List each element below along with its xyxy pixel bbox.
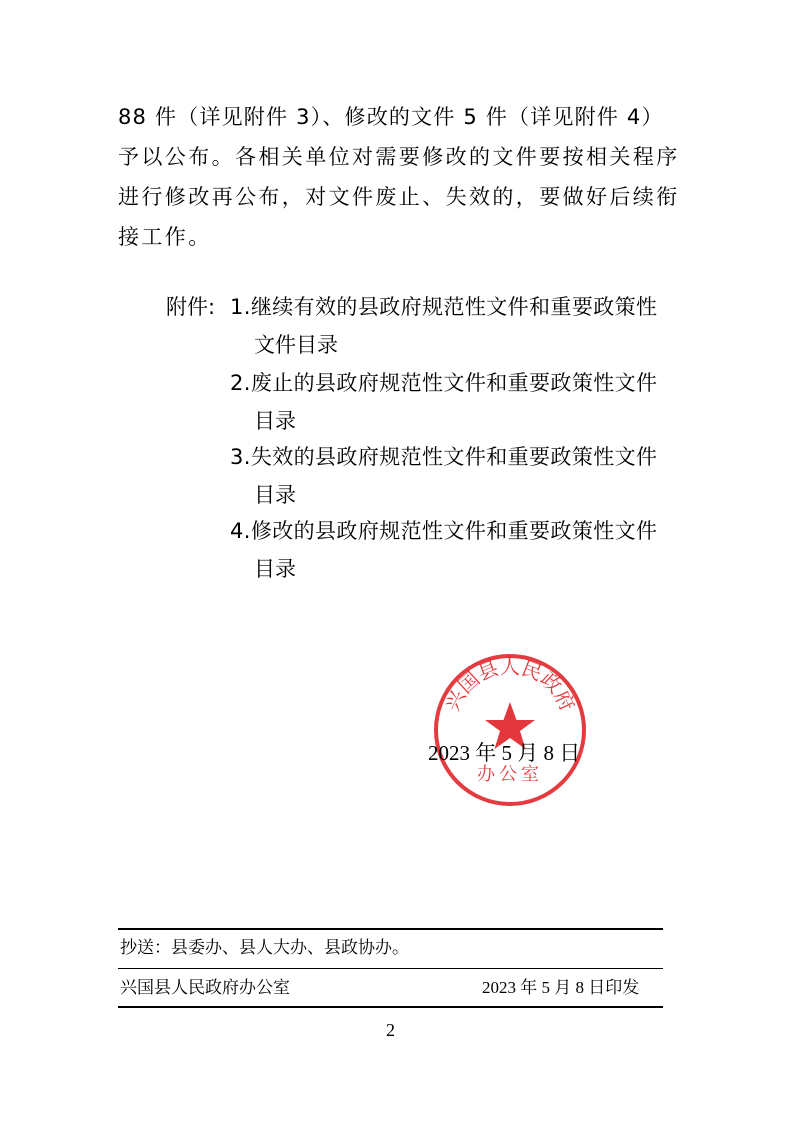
seal-bottom-text: 办公室: [477, 764, 543, 785]
attachment-item-2-line1: 2.废止的县政府规范性文件和重要政策性文件: [230, 371, 658, 395]
attachment-item-1-line1: 1.继续有效的县政府规范性文件和重要政策性: [230, 295, 658, 319]
attachment-item-4-line2: 目录: [254, 557, 296, 581]
attachment-item-3-line2: 目录: [254, 483, 296, 507]
issue-date: 2023 年 5 月 8 日印发: [482, 978, 640, 997]
signature-date: 2023 年 5 月 8 日: [428, 741, 581, 765]
attachment-item-4-line1: 4.修改的县政府规范性文件和重要政策性文件: [230, 519, 658, 543]
attachment-item-3-line1: 3.失效的县政府规范性文件和重要政策性文件: [230, 445, 658, 469]
body-line-3: 进行修改再公布，对文件废止、失效的，要做好后续衔: [118, 185, 680, 209]
body-line-2: 予以公布。各相关单位对需要修改的文件要按相关程序: [118, 145, 680, 169]
attachment-item-2-line2: 目录: [254, 409, 296, 433]
page-number: 2: [386, 1020, 395, 1040]
issuer-name: 兴国县人民政府办公室: [120, 978, 290, 997]
footer-middle-rule: [118, 968, 663, 969]
footer-bottom-rule: [118, 1006, 663, 1008]
body-line-4: 接工作。: [118, 225, 212, 249]
seal-top-text: 兴国县人民政府: [440, 654, 580, 715]
footer-top-rule: [118, 928, 663, 930]
attachments-label: 附件:: [166, 295, 216, 319]
cc-line: 抄送：县委办、县人大办、县政协办。: [120, 938, 409, 957]
official-seal: [430, 650, 590, 810]
attachment-item-1-line2: 文件目录: [254, 333, 338, 357]
body-line-1: 88 件（详见附件 3）、修改的文件 5 件（详见附件 4）: [118, 105, 664, 129]
